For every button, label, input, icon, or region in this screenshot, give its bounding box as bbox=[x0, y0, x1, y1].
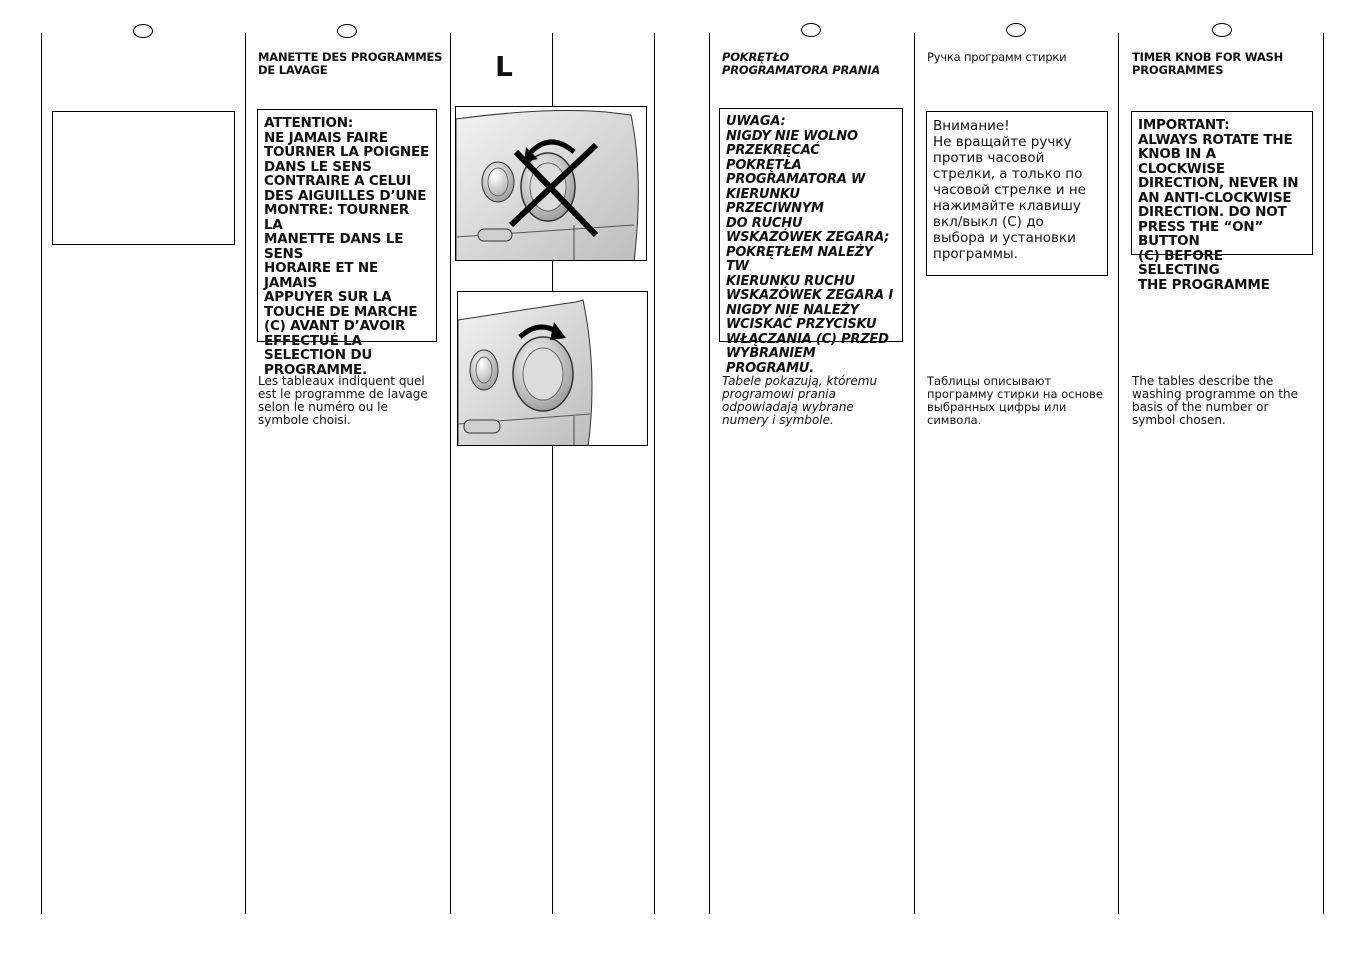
ru-heading: Ручка программ стирки bbox=[927, 50, 1067, 64]
pl-body-text: Tabele pokazują, któremu programowi prania odpowiadają wybrane numery i symbole. bbox=[722, 374, 878, 427]
column-rule bbox=[914, 33, 915, 914]
en-body-text: The tables describe the washing programme on the basis of the number or symbol chosen. bbox=[1132, 374, 1298, 427]
pl-heading: POKRĘTŁO PROGRAMATORA PRANIA bbox=[722, 50, 881, 77]
column-rule bbox=[709, 33, 710, 914]
en-warning-box: IMPORTANT: ALWAYS ROTATE THE KNOB IN A CLOCKWISE DIRECTION, NEVER IN AN ANTI-CLOCKWISE DIRECTION. DO NOT PRESS THE “ON” BUTTON (C) BEFORE SELECTING THE PROGRAMME bbox=[1131, 111, 1313, 255]
fr-warning-box: ATTENTION: NE JAMAIS FAIRE TOURNER LA POIGNEE DANS LE SENS CONTRAIRE A CELUI DES AIGUILLES D’UNE MONTRE: TOURNER LA MANETTE DANS LE SENS HORAIRE ET NE JAMAIS APPUYER SUR LA TOUCHE DE MARCHE (C) AVANT D’AVOIR EFFECTUÉ LA SELECTION DU PROGRAMME. bbox=[257, 109, 437, 342]
empty-frame bbox=[52, 111, 235, 245]
column-rule bbox=[450, 33, 451, 914]
ru-warning-box: Внимание! Не вращайте ручку против часовой стрелки, а только по часовой стрелке и не нажимайте клавишу вкл/выкл (C) до выбора и установки программы. bbox=[926, 111, 1108, 276]
figure-label: L bbox=[495, 50, 513, 83]
language-flag-icon bbox=[1006, 23, 1026, 37]
column-rule bbox=[41, 33, 42, 914]
column-rule bbox=[245, 33, 246, 914]
washer-panel-clockwise-icon bbox=[458, 292, 648, 446]
ru-body-text: Таблицы описывают программу стирки на основе выбранных цифры или символа. bbox=[927, 374, 1103, 427]
fr-heading: MANETTE DES PROGRAMMES DE LAVAGE bbox=[258, 50, 443, 77]
fr-body-text: Les tableaux indiquent quel est le programme de lavage selon le numéro ou le symbole choisi. bbox=[258, 374, 428, 427]
language-flag-icon bbox=[337, 24, 357, 38]
pl-warning-box: UWAGA: NIGDY NIE WOLNO PRZEKRĘCAĆ POKRĘTŁA PROGRAMATORA W KIERUNKU PRZECIWNYM DO RUCHU WSKAZÓWEK ZEGARA; POKRĘTŁEM NALEŻY TW KIERUNKU RUCHU WSKAZÓWEK ZEGARA I NIGDY NIE NALEŻY WCISKAĆ PRZYCISKU WŁĄCZANIA (C) PRZED WYBRANIEM PROGRAMU. bbox=[719, 108, 903, 342]
language-flag-icon bbox=[133, 24, 153, 38]
language-flag-icon bbox=[1212, 23, 1232, 37]
en-heading: TIMER KNOB FOR WASH PROGRAMMES bbox=[1132, 50, 1284, 77]
column-rule bbox=[1118, 33, 1119, 914]
knob-wrong-direction-illustration bbox=[455, 106, 647, 261]
washer-panel-crossed-icon bbox=[456, 107, 647, 261]
language-flag-icon bbox=[801, 23, 821, 37]
knob-correct-direction-illustration bbox=[457, 291, 648, 446]
column-rule bbox=[1323, 33, 1324, 914]
column-rule bbox=[654, 33, 655, 914]
